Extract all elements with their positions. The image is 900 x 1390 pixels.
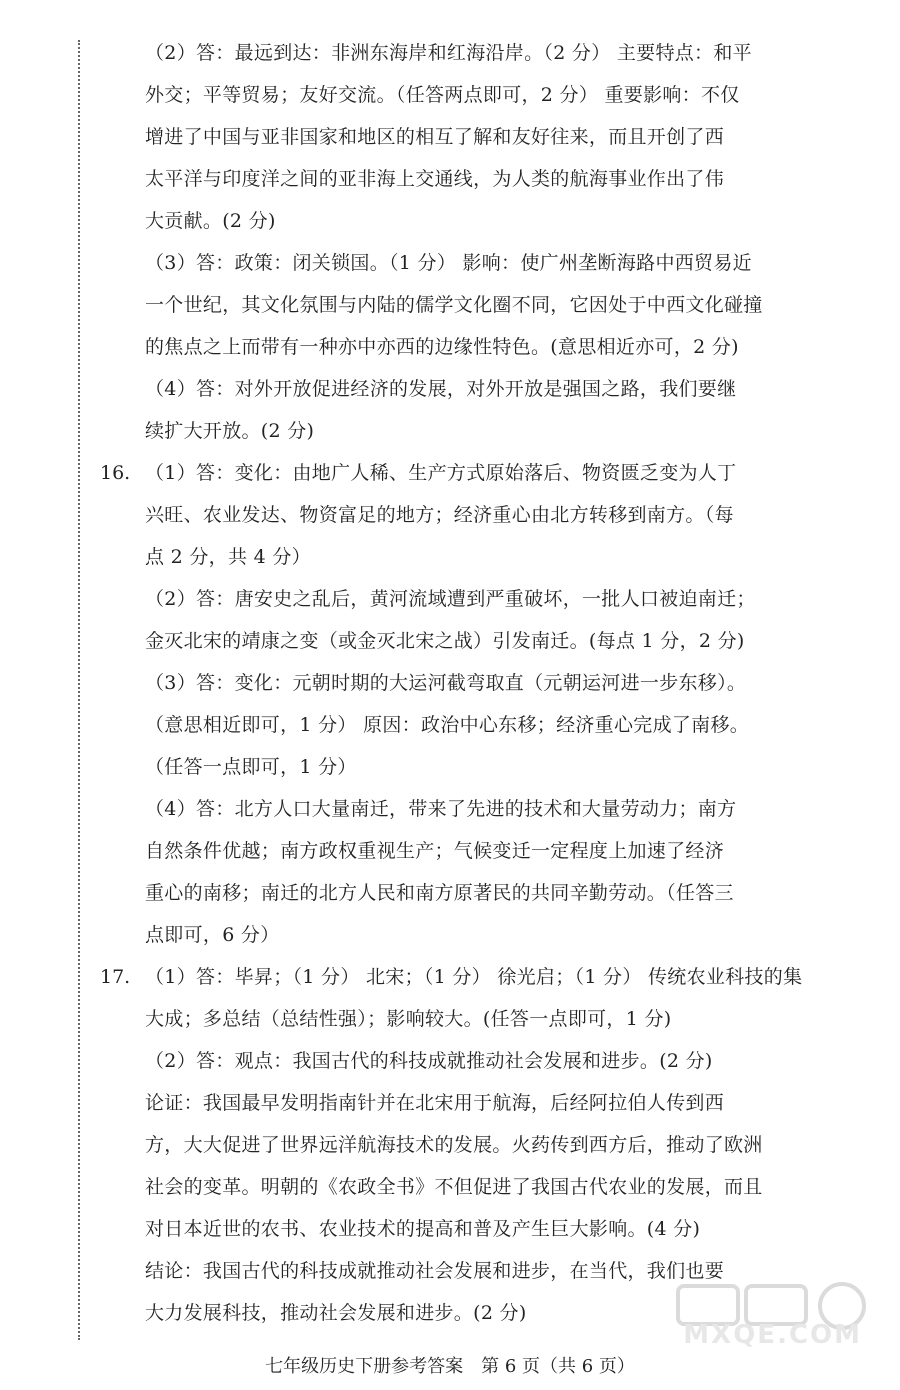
answer-line: 结论：我国古代的科技成就推动社会发展和进步，在当代，我们也要 (145, 1260, 725, 1282)
question-number: 16. (100, 462, 131, 484)
watermark-logo (672, 1280, 882, 1360)
answer-line: （意思相近即可，1 分） 原因：政治中心东移；经济重心完成了南移。 (145, 714, 750, 736)
page-footer: 七年级历史下册参考答案 第 6 页（共 6 页） (265, 1356, 635, 1377)
answer-line: 方，大大促进了世界远洋航海技术的发展。火药传到西方后，推动了欧洲 (145, 1134, 763, 1156)
answer-line: （2）答：最远到达：非洲东海岸和红海沿岸。（2 分） 主要特点：和平 (145, 42, 752, 64)
answer-line: 的焦点之上而带有一种亦中亦西的边缘性特色。(意思相近亦可，2 分) (145, 336, 739, 358)
answer-line: （2）答：观点：我国古代的科技成就推动社会发展和进步。(2 分) (145, 1050, 713, 1072)
answer-line: （2）答：唐安史之乱后，黄河流域遭到严重破坏，一批人口被迫南迁； (145, 588, 756, 610)
answer-line: 一个世纪，其文化氛围与内陆的儒学文化圈不同，它因处于中西文化碰撞 (145, 294, 763, 316)
answer-line: 大贡献。(2 分) (145, 210, 276, 232)
answer-line: 兴旺、农业发达、物资富足的地方；经济重心由北方转移到南方。（每 (145, 504, 734, 526)
answer-line: 大力发展科技，推动社会发展和进步。(2 分) (145, 1302, 527, 1324)
answer-line: （3）答：变化：元朝时期的大运河截弯取直（元朝运河进一步东移）。 (145, 672, 747, 694)
answer-line: 续扩大开放。(2 分) (145, 420, 315, 442)
answer-line: 外交；平等贸易；友好交流。（任答两点即可，2 分） 重要影响：不仅 (145, 84, 740, 106)
answer-line: （4）答：对外开放促进经济的发展，对外开放是强国之路，我们要继 (145, 378, 737, 400)
answer-line: （1）答：毕昇；（1 分） 北宋；（1 分） 徐光启；（1 分） 传统农业科技的集 (145, 966, 803, 988)
watermark-text: MXQE.COM (683, 1320, 862, 1350)
question-number: 17. (100, 966, 131, 988)
binding-margin-line (78, 40, 80, 1340)
answer-line: 自然条件优越；南方政权重视生产；气候变迁一定程度上加速了经济 (145, 840, 725, 862)
answer-line: 点 2 分，共 4 分） (145, 546, 311, 568)
answer-line: （1）答：变化：由地广人稀、生产方式原始落后、物资匮乏变为人丁 (145, 462, 737, 484)
answer-line: 太平洋与印度洋之间的亚非海上交通线，为人类的航海事业作出了伟 (145, 168, 725, 190)
answer-line: 增进了中国与亚非国家和地区的相互了解和友好往来，而且开创了西 (145, 126, 725, 148)
answer-line: 对日本近世的农书、农业技术的提高和普及产生巨大影响。(4 分) (145, 1218, 701, 1240)
answer-line: 金灭北宋的靖康之变（或金灭北宋之战）引发南迁。(每点 1 分，2 分) (145, 630, 745, 652)
answer-line: （3）答：政策：闭关锁国。（1 分） 影响：使广州垄断海路中西贸易近 (145, 252, 752, 274)
answer-line: 社会的变革。明朝的《农政全书》不但促进了我国古代农业的发展，而且 (145, 1176, 763, 1198)
answer-line: 点即可，6 分） (145, 924, 280, 946)
answer-line: 大成；多总结（总结性强）；影响较大。(任答一点即可，1 分) (145, 1008, 672, 1030)
answer-line: （4）答：北方人口大量南迁，带来了先进的技术和大量劳动力；南方 (145, 798, 737, 820)
answer-line: 论证：我国最早发明指南针并在北宋用于航海，后经阿拉伯人传到西 (145, 1092, 725, 1114)
answer-line: （任答一点即可，1 分） (145, 756, 357, 778)
answer-line: 重心的南移；南迁的北方人民和南方原著民的共同辛勤劳动。（任答三 (145, 882, 734, 904)
